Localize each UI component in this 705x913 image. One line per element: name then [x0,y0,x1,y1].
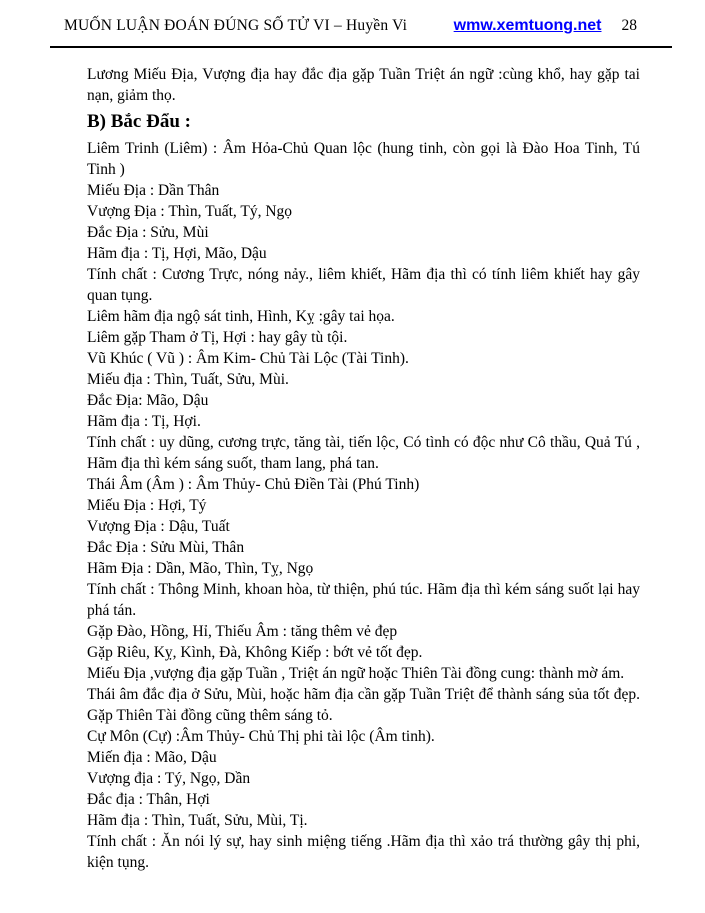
paragraph: Đắc địa : Thân, Hợi [87,791,210,808]
paragraph: Vũ Khúc ( Vũ ) : Âm Kim- Chủ Tài Lộc (Tài Tinh). [87,350,409,367]
paragraph: Tính chất : Cương Trực, nóng nảy., liêm khiết, Hãm địa thì có tính liêm khiết hay gây quan tụng. [87,266,640,304]
paragraph: Thái âm đắc địa ở Sửu, Mùi, hoặc hãm địa cần gặp Tuần Triệt để thành sáng sủa tốt đẹp. Gặp Thiên Tài đồng cũng thêm sáng tỏ. [87,686,640,724]
website-link[interactable]: wmw.xemtuong.net [453,17,602,34]
document-body [87,64,640,873]
paragraph: Hãm địa : Tị, Hợi, Mão, Dậu [87,245,267,262]
paragraph: Đắc Địa: Mão, Dậu [87,392,209,409]
paragraph: Tính chất : Thông Minh, khoan hòa, từ thiện, phú túc. Hãm địa thì kém sáng suốt lại hay phá tán. [87,581,640,619]
paragraph: Miếu địa : Thìn, Tuất, Sửu, Mùi. [87,371,289,388]
paragraph: Miếu Địa : Hợi, Tý [87,497,207,514]
paragraph: Tính chất : Ăn nói lý sự, hay sinh miệng tiếng .Hãm địa thì xảo trá thường gây thị phi, kiện tụng. [87,833,640,871]
paragraph: Đắc Địa : Sửu, Mùi [87,224,209,241]
paragraph: Hãm địa : Tị, Hợi. [87,413,201,430]
paragraph: Gặp Riêu, Kỵ, Kình, Đà, Không Kiếp : bớt vẻ tốt đẹp. [87,644,423,661]
paragraph: Liêm gặp Tham ở Tị, Hợi : hay gây tù tội. [87,329,348,346]
header-rule [50,46,672,48]
paragraph: Cự Môn (Cự) :Âm Thủy- Chủ Thị phi tài lộc (Âm tinh). [87,728,435,745]
paragraph: Thái Âm (Âm ) : Âm Thủy- Chủ Điền Tài (Phú Tinh) [87,476,420,493]
page-number: 28 [621,17,637,34]
document-title: MUỐN LUẬN ĐOÁN ĐÚNG SỐ TỬ VI – Huyền Vi [64,17,408,34]
paragraph: Vượng Địa : Thìn, Tuất, Tý, Ngọ [87,203,293,220]
paragraph: Gặp Đào, Hồng, Hỉ, Thiếu Âm : tăng thêm vẻ đẹp [87,623,398,640]
paragraph: Hãm Địa : Dần, Mão, Thìn, Tỵ, Ngọ [87,560,314,577]
paragraph: Vượng địa : Tý, Ngọ, Dần [87,770,251,787]
paragraph: Liêm hãm địa ngộ sát tinh, Hình, Kỵ :gây tai họa. [87,308,395,325]
paragraph: Liêm Trinh (Liêm) : Âm Hỏa-Chủ Quan lộc (hung tinh, còn gọi là Đào Hoa Tinh, Tú Tinh ) [87,140,640,178]
header-right-group [454,17,637,35]
paragraph: Vượng Địa : Dậu, Tuất [87,518,230,535]
section-heading: B) Bắc Đẩu : [87,111,191,132]
paragraph: Lương Miếu Địa, Vượng địa hay đắc địa gặp Tuần Triệt án ngữ :cùng khổ, hay gặp tai nạn, giảm thọ. [87,66,640,104]
paragraph: Miến địa : Mão, Dậu [87,749,217,766]
paragraph: Tính chất : uy dũng, cương trực, tăng tài, tiến lộc, Có tình có độc như Cô thầu, Quả Tú , Hãm địa thì kém sáng suốt, tham lang, phá tan. [87,434,640,472]
paragraph: Đắc Địa : Sửu Mùi, Thân [87,539,245,556]
paragraph: Miếu Địa ,vượng địa gặp Tuần , Triệt án ngữ hoặc Thiên Tài đồng cung: thành mờ ám. [87,665,625,682]
page-header [0,0,705,35]
paragraph: Hãm địa : Thìn, Tuất, Sửu, Mùi, Tị. [87,812,308,829]
paragraph: Miếu Địa : Dần Thân [87,182,220,199]
